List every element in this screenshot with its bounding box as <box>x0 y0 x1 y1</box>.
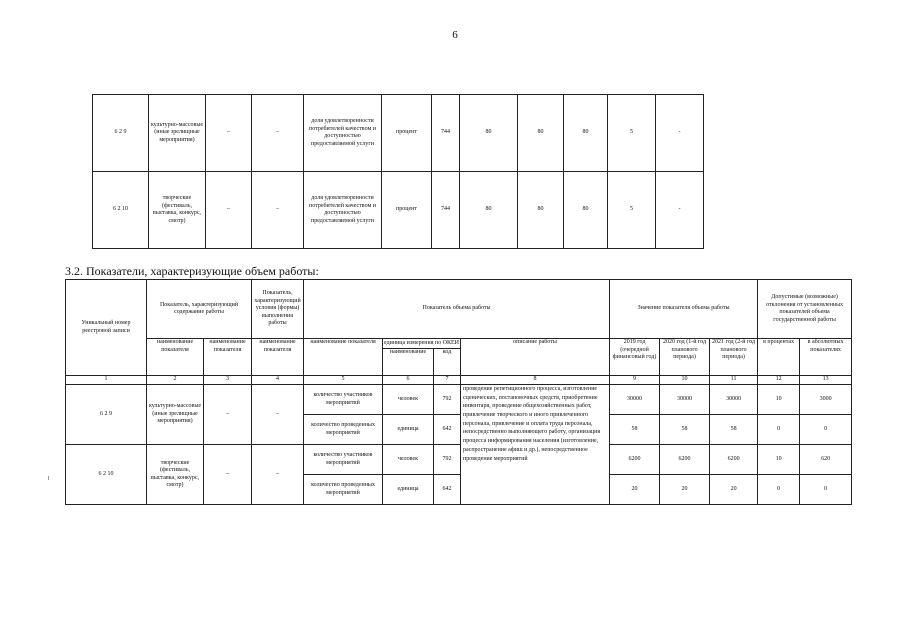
column-number: 4 <box>252 376 304 385</box>
okei-code: 744 <box>432 172 460 249</box>
column-number: 5 <box>304 376 383 385</box>
header-indicator-name: наименование показателя <box>204 339 252 376</box>
okei-code: 642 <box>434 475 461 505</box>
dash-cell: – <box>252 95 304 172</box>
work-content: творческие (фестиваль, выставка, конкурс, смотр) <box>149 172 206 249</box>
dash-cell: – <box>252 385 304 445</box>
table-row <box>66 385 852 415</box>
header-unit-code: код <box>434 349 461 376</box>
unit-name: человек <box>383 385 434 415</box>
header-values: Значение показателя объема работы <box>610 280 758 339</box>
deviation-absolute: 3000 <box>800 385 852 415</box>
work-content: культурно-массовые (иные зрелищные мероприятия) <box>147 385 204 445</box>
value-2020: 80 <box>518 95 564 172</box>
header-year-2019: 2019 год (очередной финансовый год) <box>610 339 660 376</box>
okei-code: 642 <box>434 415 461 445</box>
section-heading: 3.2. Показатели, характеризующие объем работы: <box>65 264 319 278</box>
deviation-absolute: 620 <box>800 445 852 475</box>
unit-name: единица <box>383 415 434 445</box>
column-number: 3 <box>204 376 252 385</box>
column-numbers-row <box>66 376 852 385</box>
okei-code: 744 <box>432 95 460 172</box>
deviation-percent: 0 <box>758 415 800 445</box>
unit-name: единица <box>383 475 434 505</box>
value-2019: 80 <box>460 95 518 172</box>
value-2020: 58 <box>660 415 710 445</box>
header-in-absolute: в абсолютных показателях <box>800 339 852 376</box>
deviation-absolute: 0 <box>800 415 852 445</box>
dash-cell: – <box>204 445 252 505</box>
work-content: культурно-массовые (иные зрелищные мероприятия) <box>149 95 206 172</box>
header-volume-name: наименование показателя <box>304 339 383 376</box>
indicator-name: количество участников мероприятий <box>304 445 383 475</box>
unit-name: человек <box>383 445 434 475</box>
deviation-absolute: - <box>656 95 704 172</box>
record-code: 6 2 9 <box>93 95 149 172</box>
value-2020: 30000 <box>660 385 710 415</box>
okei-code: 792 <box>434 445 461 475</box>
header-volume-indicator: Показатель объема работы <box>304 280 610 339</box>
volume-table <box>65 279 852 505</box>
value-2021: 20 <box>710 475 758 505</box>
deviation-absolute: - <box>656 172 704 249</box>
header-unit-name: наименование <box>383 349 434 376</box>
header-unique-number: Уникальный номер реестровой записи <box>66 280 147 376</box>
header-unit-okei: единица измерения по ОКЕИ <box>383 339 461 349</box>
value-2021: 58 <box>710 415 758 445</box>
table-row <box>66 445 852 475</box>
deviation-percent: 10 <box>758 385 800 415</box>
column-number: 11 <box>710 376 758 385</box>
value-2021: 6200 <box>710 445 758 475</box>
value-2019: 30000 <box>610 385 660 415</box>
header-description: описание работы <box>461 339 610 376</box>
record-code: 6 2 10 <box>66 445 147 505</box>
dash-cell: – <box>204 385 252 445</box>
value-2020: 20 <box>660 475 710 505</box>
column-number: 6 <box>383 376 434 385</box>
column-number: 9 <box>610 376 660 385</box>
indicator-name: количество проведенных мероприятий <box>304 415 383 445</box>
value-2019: 6200 <box>610 445 660 475</box>
value-2021: 30000 <box>710 385 758 415</box>
header-indicator-name: наименование показателя <box>252 339 304 376</box>
dash-cell: – <box>206 172 252 249</box>
value-2020: 80 <box>518 172 564 249</box>
header-deviations: Допустимые (возможные) отклонения от установленных показателей объема государственной работы <box>758 280 852 339</box>
value-2019: 20 <box>610 475 660 505</box>
dash-cell: – <box>206 95 252 172</box>
record-code: 6 2 10 <box>93 172 149 249</box>
deviation-absolute: 0 <box>800 475 852 505</box>
column-number: 1 <box>66 376 147 385</box>
header-in-percent: в процентах <box>758 339 800 376</box>
value-2021: 80 <box>564 95 608 172</box>
column-number: 2 <box>147 376 204 385</box>
indicator-name: доля удовлетворенности потребителей качеством и доступностью предоставляемой услуги <box>304 172 382 249</box>
header-indicator-name: наименование показателя <box>147 339 204 376</box>
quality-table <box>92 94 704 249</box>
column-number: 12 <box>758 376 800 385</box>
indicator-name: количество проведенных мероприятий <box>304 475 383 505</box>
work-content: творческие (фестиваль, выставка, конкурс, смотр) <box>147 445 204 505</box>
dash-cell: – <box>252 445 304 505</box>
column-number: 7 <box>434 376 461 385</box>
deviation-percent: 5 <box>608 172 656 249</box>
deviation-percent: 5 <box>608 95 656 172</box>
margin-mark <box>48 476 49 480</box>
header-content-indicator: Показатель, характеризующий содержание работы <box>147 280 252 339</box>
page-number: 6 <box>452 29 458 41</box>
value-2019: 58 <box>610 415 660 445</box>
value-2021: 80 <box>564 172 608 249</box>
column-number: 10 <box>660 376 710 385</box>
record-code: 6 2 9 <box>66 385 147 445</box>
quality-row <box>93 172 704 249</box>
unit-name: процент <box>382 172 432 249</box>
quality-row <box>93 95 704 172</box>
value-2019: 80 <box>460 172 518 249</box>
header-year-2021: 2021 год (2-й год планового периода) <box>710 339 758 376</box>
indicator-name: доля удовлетворенности потребителей качеством и доступностью предоставляемой услуги <box>304 95 382 172</box>
value-2020: 6200 <box>660 445 710 475</box>
work-description: проведение репетиционного процесса, изготовление сценических, постановочных средств, приобретение инвентаря, проведение общехозяйственных работ, привлечение творческого и иного привлеченного персонала, привлечение и оплата труда персонала, непосредственно выполняющего работу, организация процесса информирования населения (изготовление, распространение афиш и др.), непосредственное проведение мероприятий <box>461 385 610 505</box>
header-year-2020: 2020 год (1-й год планового периода) <box>660 339 710 376</box>
dash-cell: – <box>252 172 304 249</box>
deviation-percent: 10 <box>758 445 800 475</box>
deviation-percent: 0 <box>758 475 800 505</box>
column-number: 8 <box>461 376 610 385</box>
column-number: 13 <box>800 376 852 385</box>
okei-code: 792 <box>434 385 461 415</box>
indicator-name: количество участников мероприятий <box>304 385 383 415</box>
unit-name: процент <box>382 95 432 172</box>
header-conditions: Показатель, характеризующий условия (формы) выполнения работы <box>252 280 304 339</box>
